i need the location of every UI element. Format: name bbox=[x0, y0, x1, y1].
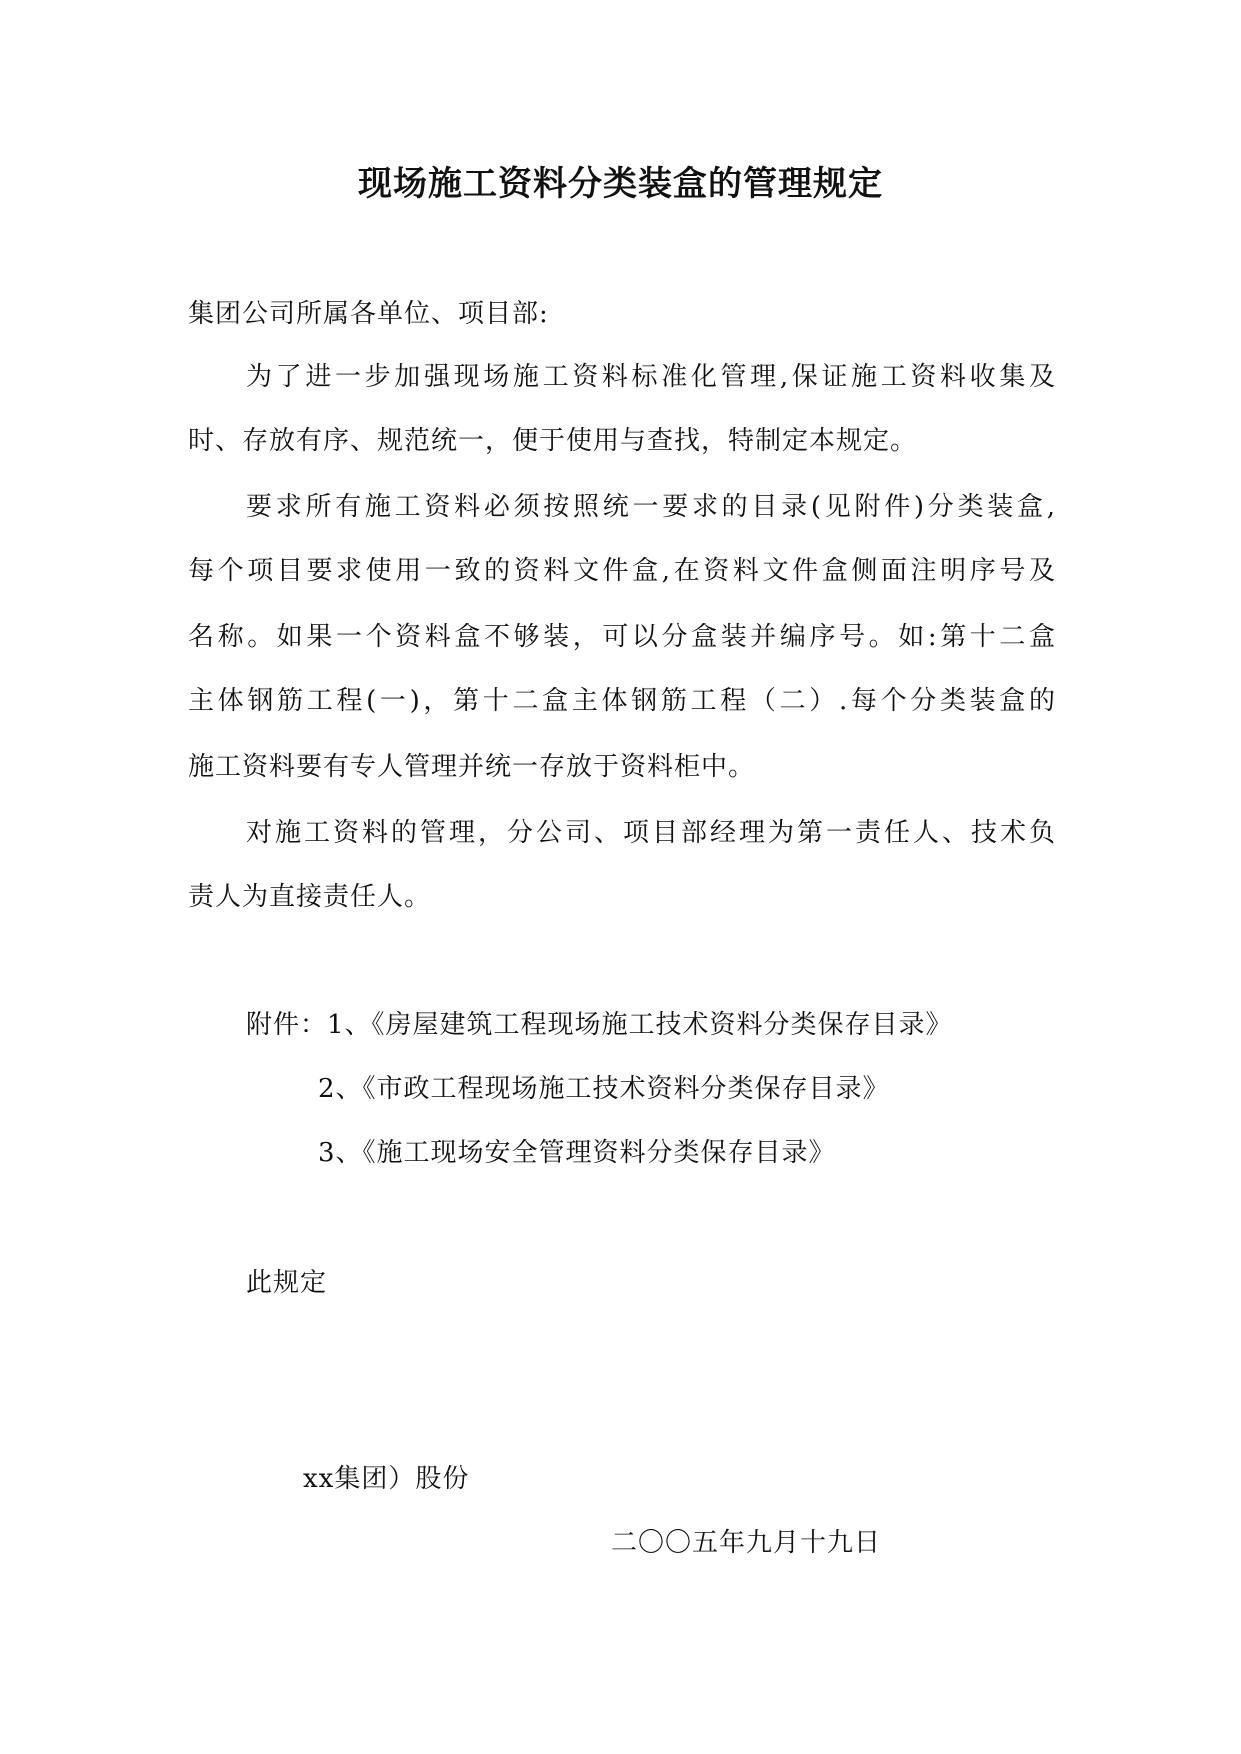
paragraph-1-line-2: 时、存放有序、规范统一，便于使用与查找，特制定本规定。 bbox=[188, 426, 918, 456]
paragraph-2-line-1: 要求所有施工资料必须按照统一要求的目录(见附件)分类装盒, bbox=[246, 492, 1056, 522]
paragraph-3-line-2: 责人为直接责任人。 bbox=[188, 882, 432, 912]
attachment-1: 附件：1、《房屋建筑工程现场施工技术资料分类保存目录》 bbox=[246, 1010, 953, 1040]
paragraph-2-line-3: 名称。如果一个资料盒不够装，可以分盒装并编序号。如:第十二盒 bbox=[188, 622, 1056, 652]
closing-text: 此规定 bbox=[246, 1268, 328, 1298]
paragraph-2-line-5: 施工资料要有专人管理并统一存放于资料柜中。 bbox=[188, 752, 756, 782]
issue-date: 二〇〇五年九月十九日 bbox=[611, 1528, 882, 1558]
issuer-name: xx集团）股份 bbox=[303, 1464, 470, 1494]
salutation: 集团公司所属各单位、项目部: bbox=[188, 299, 549, 329]
attachment-3: 3、《施工现场安全管理资料分类保存目录》 bbox=[318, 1138, 836, 1168]
attachment-2: 2、《市政工程现场施工技术资料分类保存目录》 bbox=[318, 1074, 890, 1104]
paragraph-3-line-1: 对施工资料的管理，分公司、项目部经理为第一责任人、技术负 bbox=[246, 818, 1056, 848]
paragraph-2-line-4: 主体钢筋工程(一)，第十二盒主体钢筋工程（二）.每个分类装盒的 bbox=[188, 686, 1056, 716]
paragraph-1-line-1: 为了进一步加强现场施工资料标准化管理,保证施工资料收集及 bbox=[246, 362, 1056, 392]
document-title: 现场施工资料分类装盒的管理规定 bbox=[358, 164, 883, 204]
paragraph-2-line-2: 每个项目要求使用一致的资料文件盒,在资料文件盒侧面注明序号及 bbox=[188, 556, 1056, 586]
